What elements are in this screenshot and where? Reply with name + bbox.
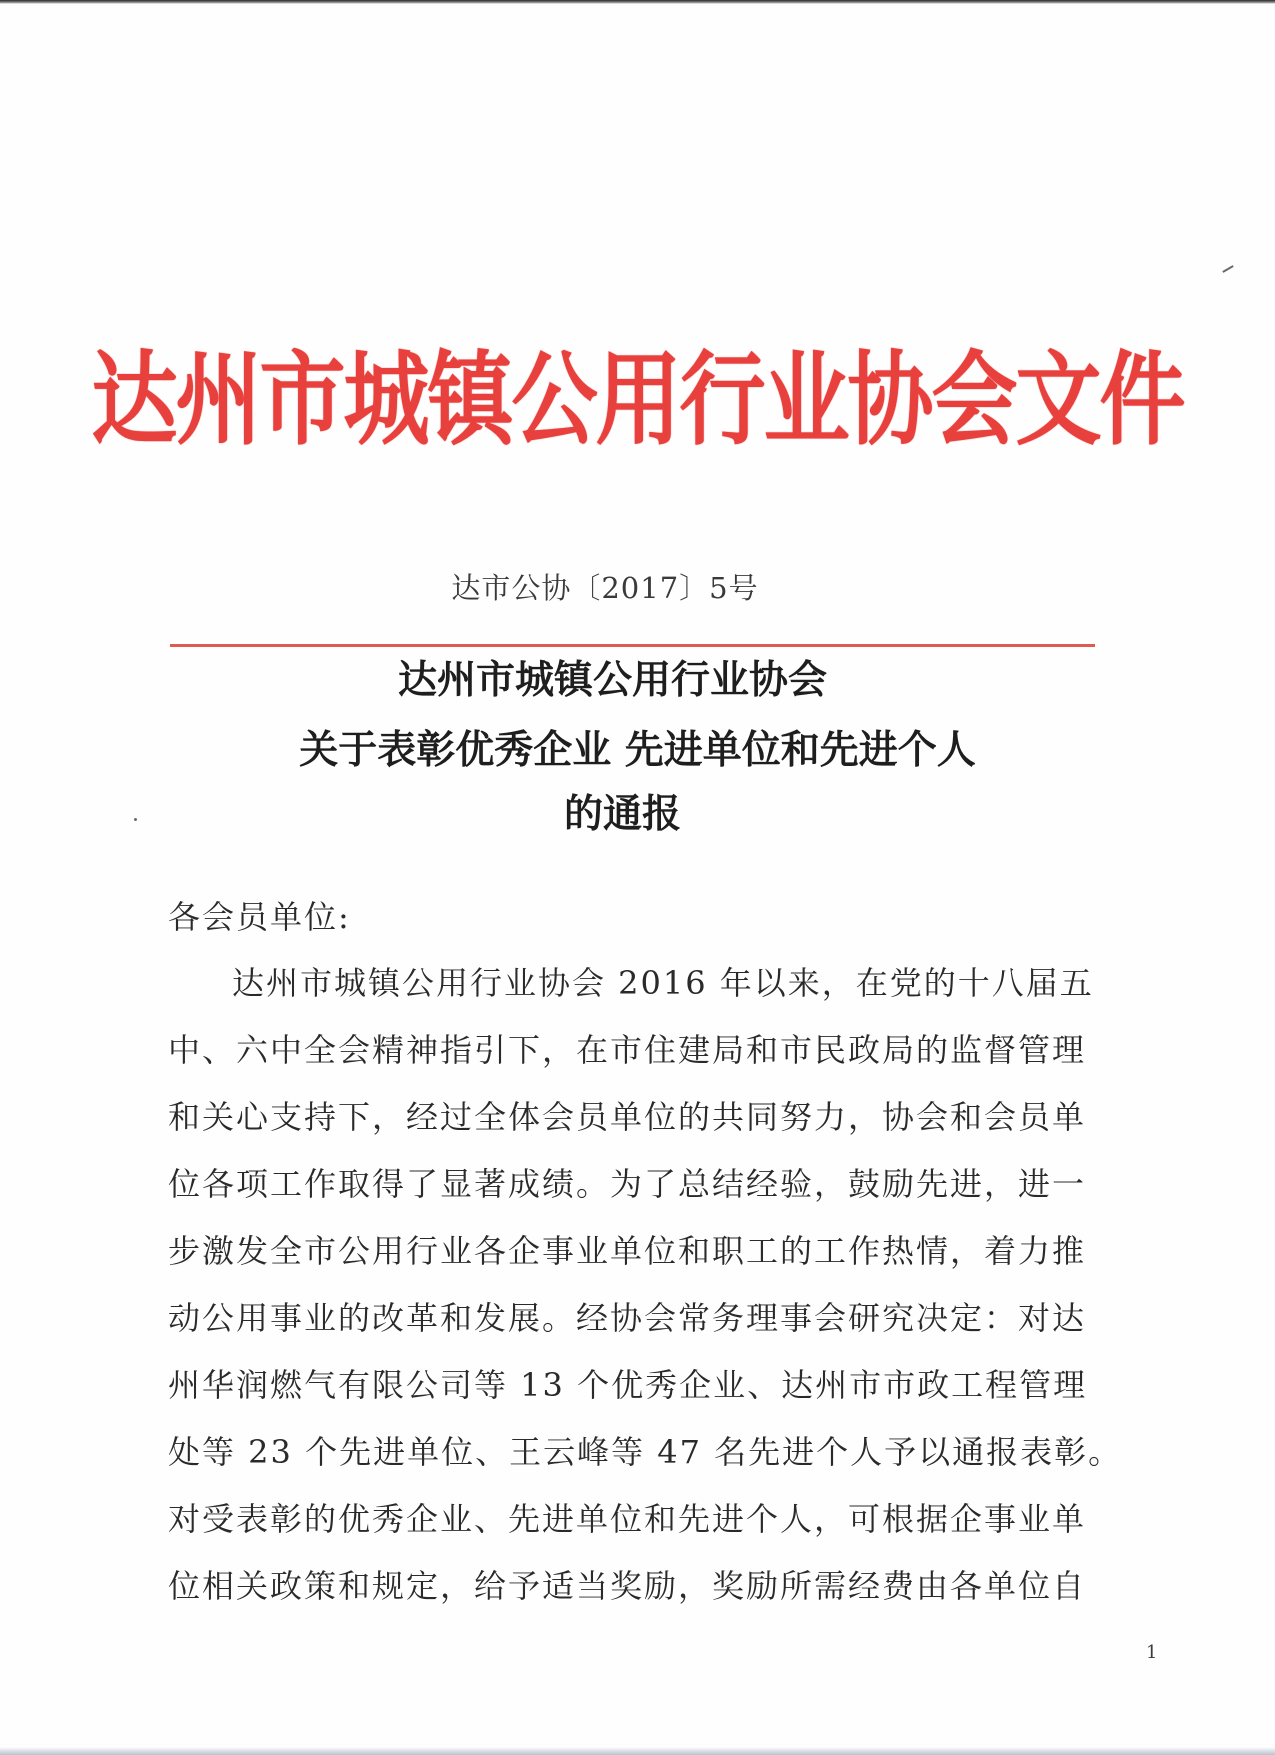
body-line: 动公用事业的改革和发展。经协会常务理事会研究决定：对达 [168,1299,1087,1337]
scan-speck [134,818,137,821]
body-line: 位相关政策和规定，给予适当奖励，奖励所需经费由各单位自 [168,1567,1087,1605]
title-line-1: 达州市城镇公用行业协会 [397,657,827,703]
scan-speck [1222,265,1233,273]
body-line: 位各项工作取得了显著成绩。为了总结经验，鼓励先进，进一 [168,1165,1087,1203]
body-line: 和关心支持下，经过全体会员单位的共同努力，协会和会员单 [168,1098,1087,1136]
body-line: 步激发全市公用行业各企事业单位和职工的工作热情，着力推 [168,1232,1087,1270]
body-line: 处等 23 个先进单位、王云峰等 47 名先进个人予以通报表彰。 [168,1433,1123,1471]
scan-edge-top [0,0,1275,4]
body-line: 对受表彰的优秀企业、先进单位和先进个人，可根据企事业单 [168,1500,1087,1538]
document-number: 达市公协〔2017〕5号 [451,571,759,605]
page-number: 1 [1146,1642,1158,1663]
scan-edge-bottom [0,1747,1275,1755]
body-line: 达州市城镇公用行业协会 2016 年以来，在党的十八届五 [232,964,1094,1002]
salutation: 各会员单位: [168,898,351,936]
red-separator-rule [170,644,1095,647]
title-line-3: 的通报 [563,791,681,837]
issuer-heading: 达州市城镇公用行业协会文件 [91,340,1184,460]
title-line-2: 关于表彰优秀企业 先进单位和先进个人 [299,727,976,773]
body-line: 中、六中全会精神指引下，在市住建局和市民政局的监督管理 [168,1031,1087,1069]
body-line: 州华润燃气有限公司等 13 个优秀企业、达州市市政工程管理 [168,1366,1088,1404]
